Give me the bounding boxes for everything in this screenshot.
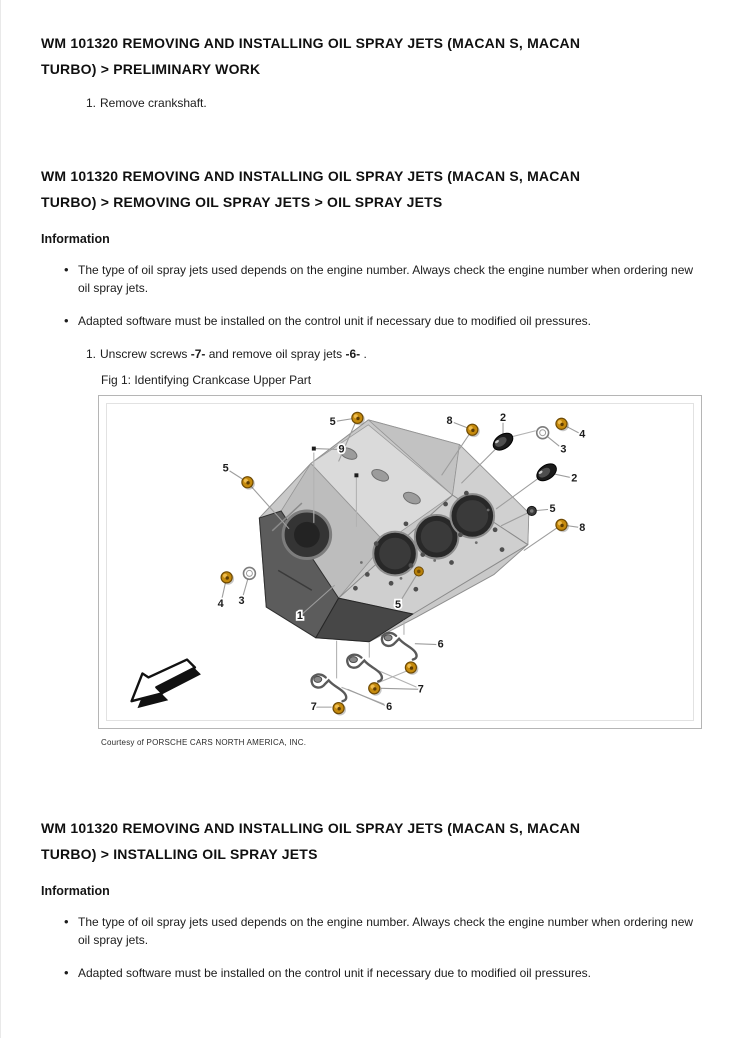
svg-text:2: 2 — [499, 411, 507, 424]
svg-text:7: 7 — [310, 701, 317, 714]
heading-preliminary-work — [41, 30, 681, 82]
figure-caption: Fig 1: Identifying Crankcase Upper Part — [101, 373, 312, 387]
svg-text:5: 5 — [329, 415, 336, 428]
svg-text:1: 1 — [296, 609, 303, 622]
bullet-item: • Adapted software must be installed on the control unit if necessary due to modified oil pressures. — [63, 312, 695, 330]
svg-text:6: 6 — [386, 701, 393, 714]
svg-text:5: 5 — [549, 503, 556, 516]
figure-crankcase-illustration — [106, 403, 694, 721]
svg-text:3: 3 — [238, 595, 245, 608]
info-bullet-list — [41, 913, 696, 982]
heading-line: TURBO) > PRELIMINARY WORK — [41, 61, 261, 77]
step-number: 1. — [86, 347, 97, 361]
step-number: 1. — [86, 96, 97, 110]
svg-text:4: 4 — [217, 598, 224, 611]
step-unscrew-screws — [86, 346, 696, 362]
info-bullet-list — [41, 261, 696, 330]
bullet-item: • The type of oil spray jets used depends on the engine number. Always check the engine number when ordering new oil spray jets. — [63, 913, 695, 949]
part-ref-6: -6- — [345, 347, 361, 361]
svg-text:2: 2 — [571, 472, 578, 485]
information-label: Information — [41, 884, 110, 898]
step-text-prefix: Unscrew screws — [100, 347, 188, 361]
part-ref-7: -7- — [190, 347, 206, 361]
heading-line: WM 101320 REMOVING AND INSTALLING OIL SPRAY JETS (MACAN S, MACAN — [41, 168, 581, 184]
heading-line: WM 101320 REMOVING AND INSTALLING OIL SPRAY JETS (MACAN S, MACAN — [41, 35, 581, 51]
svg-text:9: 9 — [338, 443, 345, 456]
heading-removing-oil-spray-jets — [41, 163, 681, 215]
leader-dot — [354, 473, 358, 477]
bullet-item: • The type of oil spray jets used depends on the engine number. Always check the engine number when ordering new oil spray jets. — [63, 261, 695, 297]
svg-text:5: 5 — [394, 599, 402, 612]
heading-installing-oil-spray-jets — [41, 815, 681, 867]
information-label: Information — [41, 232, 110, 246]
step-remove-crankshaft — [86, 95, 696, 111]
heading-line: TURBO) > INSTALLING OIL SPRAY JETS — [41, 846, 318, 862]
svg-text:8: 8 — [446, 414, 453, 427]
crankcase-diagram — [107, 404, 693, 720]
svg-text:4: 4 — [579, 428, 586, 441]
figure-credit: Courtesy of PORSCHE CARS NORTH AMERICA, INC. — [101, 738, 307, 747]
heading-line: WM 101320 REMOVING AND INSTALLING OIL SPRAY JETS (MACAN S, MACAN — [41, 820, 581, 836]
svg-text:3: 3 — [560, 443, 567, 456]
step-text-middle: and remove oil spray jets — [208, 347, 343, 361]
direction-arrow-icon — [132, 660, 201, 709]
svg-text:7: 7 — [417, 683, 424, 696]
step-text-suffix: . — [363, 347, 367, 361]
svg-text:5: 5 — [222, 462, 229, 475]
step-text: Remove crankshaft. — [100, 96, 207, 110]
heading-line: TURBO) > REMOVING OIL SPRAY JETS > OIL SPRAY JETS — [41, 194, 443, 210]
figure-frame — [98, 395, 702, 729]
oil-spray-jet-clips — [312, 633, 417, 701]
bullet-item: • Adapted software must be installed on the control unit if necessary due to modified oil pressures. — [63, 964, 695, 982]
svg-text:6: 6 — [437, 638, 444, 651]
svg-text:8: 8 — [579, 521, 586, 534]
